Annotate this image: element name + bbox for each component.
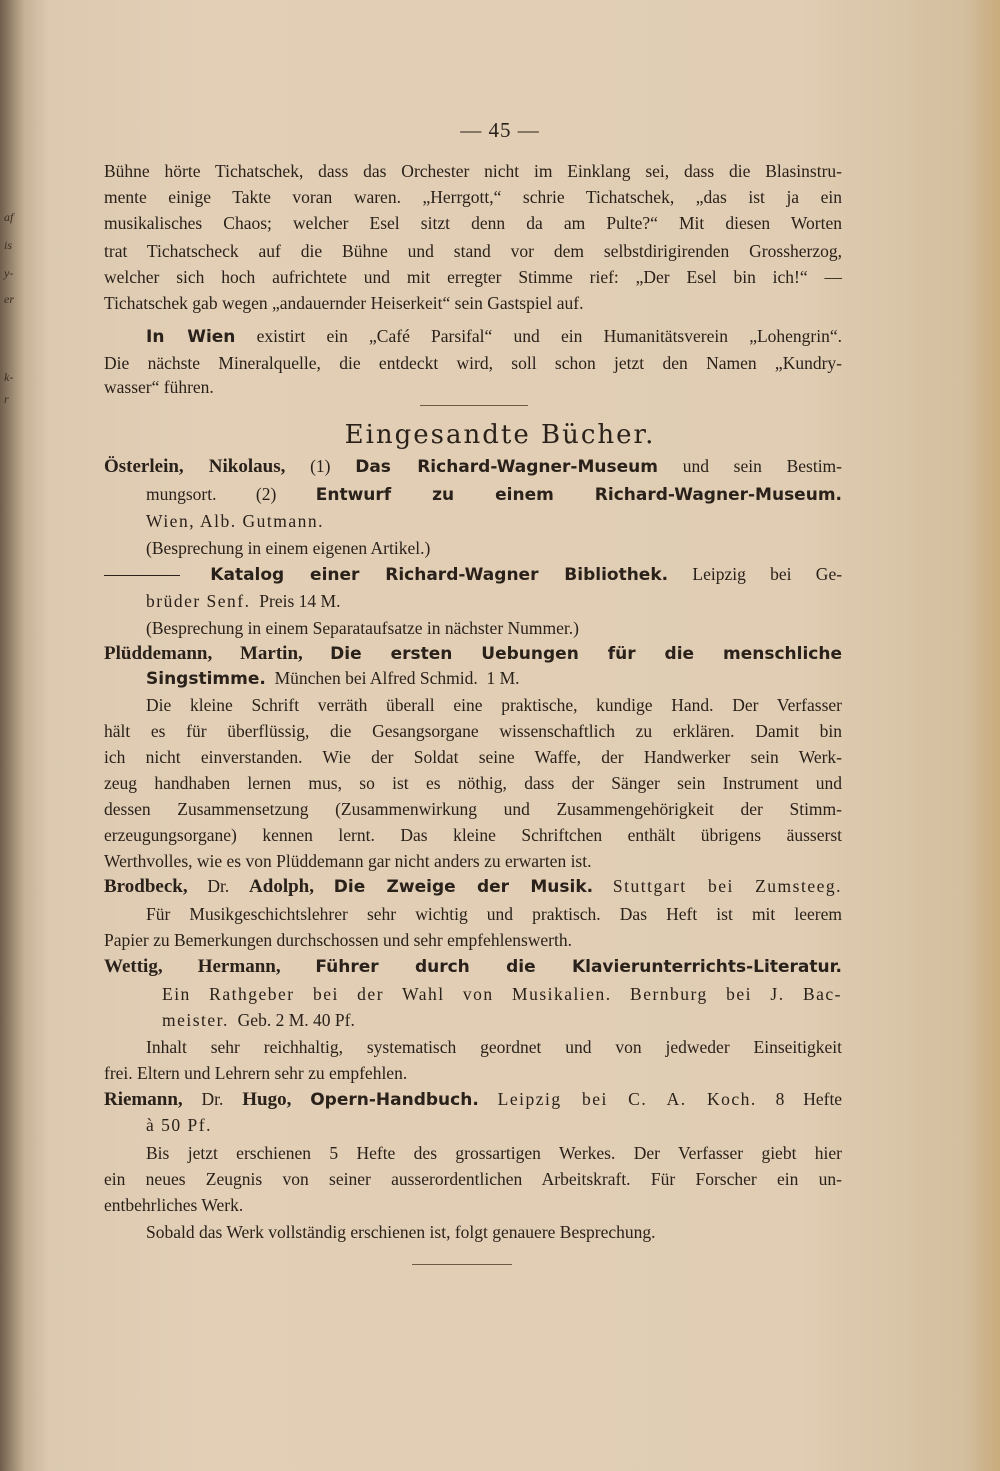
entry-oesterlein-line xyxy=(146,483,842,506)
price: Geb. 2 M. 40 Pf. xyxy=(237,1010,355,1030)
price: à 50 Pf. xyxy=(146,1115,212,1135)
publisher: Stuttgart bei Zumsteeg. xyxy=(612,876,842,896)
entry-text: Leipzig bei Ge- xyxy=(692,564,843,584)
edge-mark: er xyxy=(4,292,14,306)
author-title: Dr. xyxy=(207,876,230,896)
review-line: ich nicht einverstanden. Wie der Soldat seine Waffe, der Handwerker sein Werk- xyxy=(104,747,842,767)
entry-number: (2) xyxy=(255,484,277,504)
section-heading: Eingesandte Bücher. xyxy=(344,420,656,450)
intro-line: Bühne hörte Tichatschek, dass das Orchester nicht im Einklang sei, dass die Blasinstru- xyxy=(104,161,842,181)
review-line: Die kleine Schrift verräth überall eine praktische, kundige Hand. Der Verfasser xyxy=(146,695,842,715)
publisher: Wien, Alb. Gutmann. xyxy=(146,511,324,531)
author-name: Wettig, Hermann, xyxy=(104,956,281,977)
author-name: Brodbeck, xyxy=(104,876,188,897)
intro-line: welcher sich hoch aufrichtete und mit erregter Stimme rief: „Der Esel bin ich!“ — xyxy=(104,267,842,287)
entry-oesterlein-line xyxy=(104,455,842,478)
review-line: erzeugungsorgane) kennen lernt. Das kleine Schriftchen enthält übrigens äusserst xyxy=(104,825,842,845)
book-title: Die ersten Uebungen für die menschliche xyxy=(330,644,842,664)
review-line: Bis jetzt erschienen 5 Hefte des grossartigen Werkes. Der Verfasser giebt hier xyxy=(146,1143,842,1163)
price: 1 M. xyxy=(486,668,520,688)
entry-brodbeck-line xyxy=(104,875,842,898)
edge-mark: is xyxy=(4,238,13,252)
entry-oesterlein-line xyxy=(146,590,340,612)
author-name: Plüddemann, Martin, xyxy=(104,643,303,664)
entry-wettig-line xyxy=(104,955,842,978)
author-name: Riemann, xyxy=(104,1089,183,1110)
edge-mark: y- xyxy=(4,266,14,280)
entry-text: mungsort. xyxy=(146,484,217,504)
page-edge-right xyxy=(970,0,1000,1471)
entry-plueddemann-line xyxy=(146,667,520,690)
section-divider xyxy=(420,405,528,406)
review-note: (Besprechung in einem Separataufsatze in nächster Nummer.) xyxy=(146,618,579,638)
book-title: Führer durch die Klavierunterrichts-Literatur. xyxy=(315,957,842,977)
ditto-dash xyxy=(104,575,180,576)
page-number: — 45 — xyxy=(460,118,540,142)
wien-line: Die nächste Mineralquelle, die entdeckt wird, soll schon jetzt den Namen „Kundry- xyxy=(104,353,842,373)
book-title: Entwurf zu einem Richard-Wagner-Museum. xyxy=(315,485,842,505)
author-title: Dr. xyxy=(201,1089,224,1109)
entry-text: 8 Hefte xyxy=(775,1089,843,1109)
review-line: entbehrliches Werk. xyxy=(104,1195,244,1215)
intro-line: trat Tichatscheck auf die Bühne und stand vor dem selbstdirigirenden Grossherzog, xyxy=(104,241,842,261)
price: Preis 14 M. xyxy=(259,591,341,611)
book-title: Katalog einer Richard-Wagner Bibliothek. xyxy=(210,565,669,585)
review-line: Für Musikgeschichtslehrer sehr wichtig und praktisch. Das Heft ist mit leerem xyxy=(146,904,842,924)
edge-mark: r xyxy=(4,392,9,406)
review-line: dessen Zusammensetzung (Zusammenwirkung und Zusammengehörigkeit der Stimm- xyxy=(104,799,842,819)
entry-wettig-line xyxy=(162,1009,355,1031)
entry-oesterlein-line xyxy=(104,563,842,586)
book-title: Die Zweige der Musik. xyxy=(333,877,594,897)
entry-plueddemann-line xyxy=(104,642,842,665)
entry-number: (1) xyxy=(310,456,331,476)
review-line: frei. Eltern und Lehrern sehr zu empfehlen. xyxy=(104,1063,408,1083)
entry-riemann-line xyxy=(104,1088,842,1111)
review-line: Sobald das Werk vollständig erschienen ist, folgt genauere Besprechung. xyxy=(146,1222,656,1242)
book-title: Singstimme. xyxy=(146,669,266,689)
wien-line xyxy=(146,325,842,348)
review-line: Papier zu Bemerkungen durchschossen und sehr empfehlenswerth. xyxy=(104,930,572,950)
review-line: ein neues Zeugnis von seiner ausserordentlichen Arbeitskraft. Für Forscher ein un- xyxy=(104,1169,842,1189)
intro-line: Tichatschek gab wegen „andauernder Heiserkeit“ sein Gastspiel auf. xyxy=(104,293,584,313)
intro-line: musikalisches Chaos; welcher Esel sitzt denn da am Pulte?“ Mit diesen Worten xyxy=(104,213,842,233)
edge-mark: k- xyxy=(4,370,14,384)
edge-mark: af xyxy=(4,210,14,224)
publisher: München bei Alfred Schmid. xyxy=(274,668,478,688)
publisher: Leipzig bei C. A. Koch. xyxy=(497,1089,757,1109)
publisher: meister. xyxy=(162,1010,229,1030)
book-title: Das Richard-Wagner-Museum xyxy=(355,457,658,477)
review-line: hält es für überflüssig, die Gesangsorgane wissenschaftlich zu erklären. Damit bin xyxy=(104,721,842,741)
author-name: Hugo, xyxy=(242,1089,292,1110)
review-line: Inhalt sehr reichhaltig, systematisch geordnet und von jedweder Einseitigkeit xyxy=(146,1037,842,1057)
book-title: Opern-Handbuch. xyxy=(310,1090,479,1110)
publisher: Ein Rathgeber bei der Wahl von Musikalien. Bernburg bei J. Bac- xyxy=(162,984,842,1004)
wien-lead: In Wien xyxy=(146,327,236,347)
entry-text: und sein Bestim- xyxy=(682,456,843,476)
review-line: zeug handhaben lernen mus, so ist es nöthig, dass der Sänger sein Instrument und xyxy=(104,773,842,793)
wien-line: wasser“ führen. xyxy=(104,377,214,397)
publisher: brüder Senf. xyxy=(146,591,251,611)
review-line: Werthvolles, wie es von Plüddemann gar nicht anders zu erwarten ist. xyxy=(104,851,592,871)
intro-line: mente einige Takte voran waren. „Herrgott,“ schrie Tichatschek, „das ist ja ein xyxy=(104,187,842,207)
author-name: Österlein, Nikolaus, xyxy=(104,456,286,477)
author-name: Adolph, xyxy=(249,876,314,897)
wien-text: existirt ein „Café Parsifal“ und ein Humanitätsverein „Lohengrin“. xyxy=(256,326,842,346)
review-note: (Besprechung in einem eigenen Artikel.) xyxy=(146,538,431,558)
end-divider xyxy=(412,1264,512,1265)
